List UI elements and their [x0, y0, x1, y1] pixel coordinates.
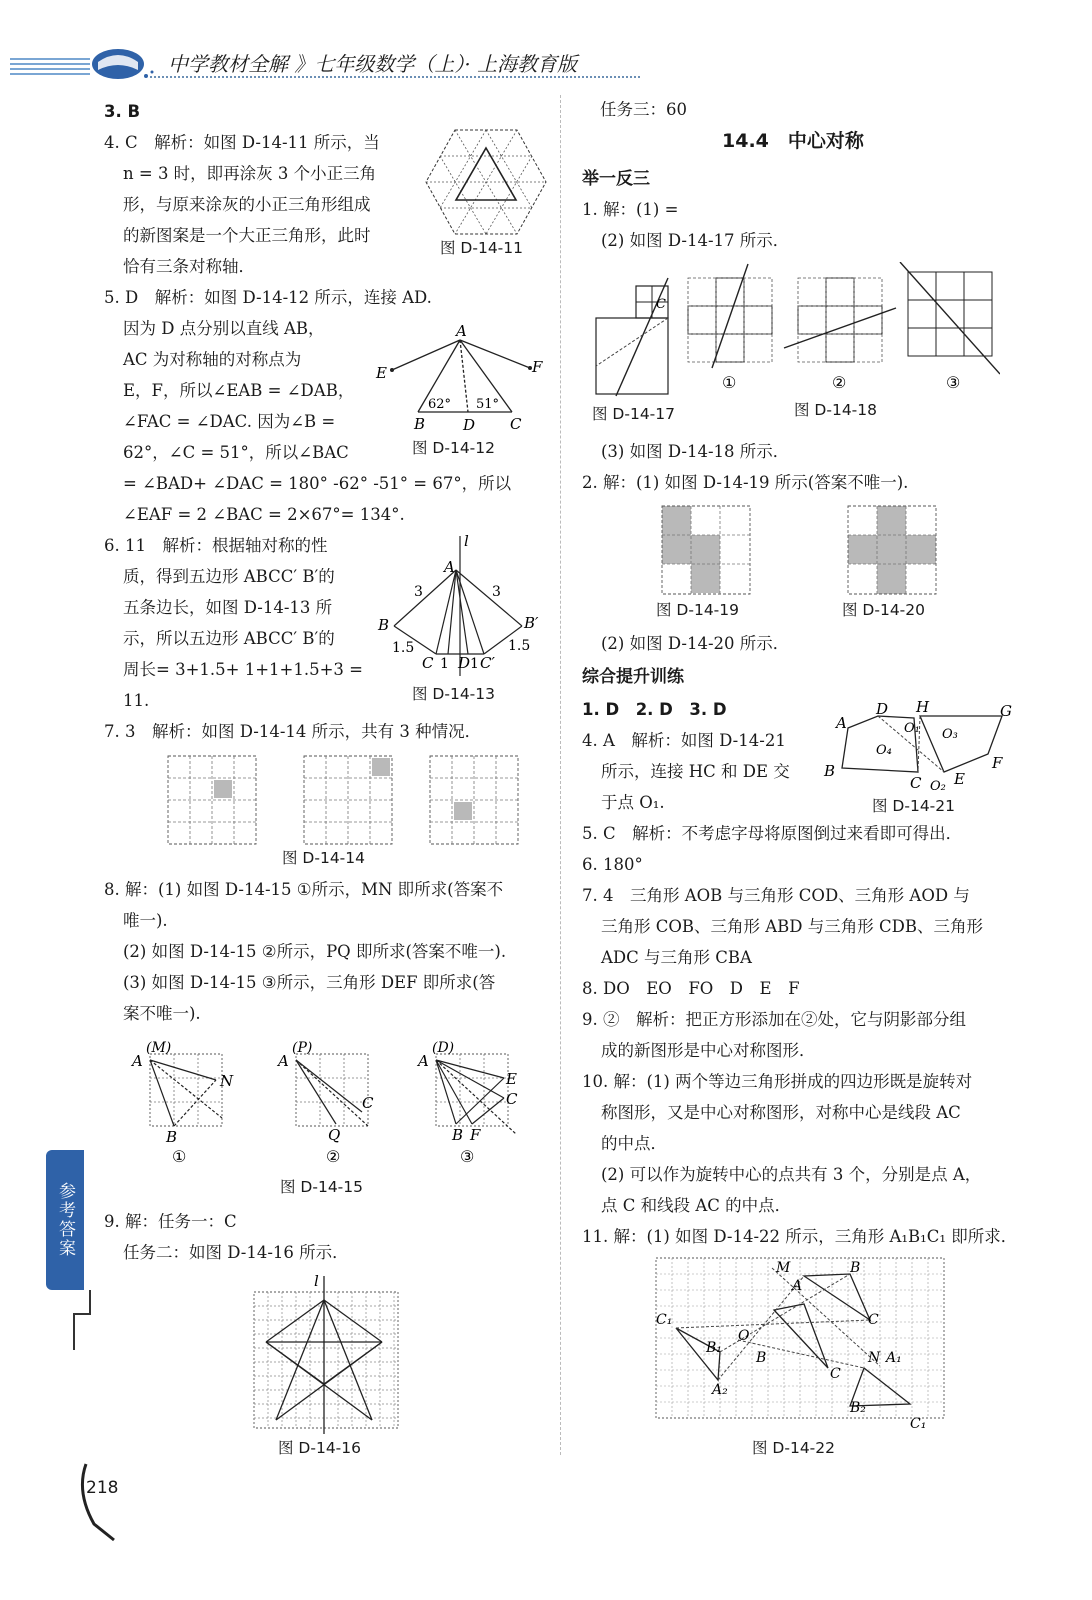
zh-q4-line3: 于点 O₁. — [601, 793, 665, 812]
fig21-label-o2: O₂ — [930, 779, 946, 794]
q5-line5: ∠FAC = ∠DAC. 因为∠B = — [123, 412, 336, 431]
q8-line4: (3) 如图 D-14-15 ③所示，三角形 DEF 即所求(答 — [123, 973, 496, 992]
zh-q10-line2: 称图形，又是中心对称图形，对称中心是线段 AC — [601, 1103, 961, 1122]
fig12-label-a: A — [456, 322, 467, 340]
figure-d-14-21 — [822, 696, 1018, 794]
q8-line5: 案不唯一). — [123, 1004, 201, 1023]
q7-line1: 7. 3 解析：如图 D-14-14 所示，共有 3 种情况． — [104, 722, 482, 741]
fig22-label-b2: B₂ — [850, 1400, 866, 1416]
figure-d-14-18 — [684, 262, 1000, 394]
q6-line1: 6. 11 解析：根据轴对称的性 — [104, 536, 328, 555]
figure-d-14-11 — [424, 128, 548, 236]
fig15-3-label-a: A — [418, 1052, 429, 1070]
fig13-label-b: B — [378, 616, 390, 634]
figure-d-14-13 — [372, 530, 552, 678]
caption-d-14-19: 图 D-14-19 — [656, 601, 739, 619]
caption-d-14-15: 图 D-14-15 — [280, 1178, 363, 1196]
fig21-label-e: E — [954, 770, 965, 788]
zh-q9-line2: 成的新图形是中心对称图形． — [601, 1041, 816, 1060]
fig15-2-label-a: A — [278, 1052, 289, 1070]
r1-line1: 1. 解：(1) = — [582, 200, 679, 219]
fig21-label-f: F — [992, 754, 1003, 772]
caption-d-14-12: 图 D-14-12 — [412, 439, 495, 457]
zh-q11-line1: 11. 解：(1) 如图 D-14-22 所示，三角形 A₁B₁C₁ 即所求． — [582, 1227, 1018, 1246]
fig12-label-e: E — [376, 364, 387, 382]
figure-d-14-15 — [130, 1036, 530, 1170]
figure-d-14-16 — [252, 1272, 402, 1436]
zh-q7-line2: 三角形 COB、三角形 ABD 与三角形 CDB、三角形 — [601, 917, 984, 936]
q4-line4: 的新图案是一个大正三角形，此时 — [123, 226, 371, 245]
q8-line1: 8. 解：(1) 如图 D-14-15 ①所示，MN 即所求(答案不 — [104, 880, 504, 899]
q4-line5: 恰有三条对称轴． — [123, 257, 255, 276]
fig13-len-3a: 3 — [414, 584, 423, 600]
fig22-label-c-right: C — [868, 1312, 879, 1328]
fig15-3-label-b: B — [452, 1126, 464, 1144]
zh-q10-line1: 10. 解：(1) 两个等边三角形拼成的四边形既是旋转对 — [582, 1072, 973, 1091]
q5-line6: 62°，∠C = 51°，所以∠BAC — [123, 443, 349, 462]
q5-line2: 因为 D 点分别以直线 AB， — [123, 319, 325, 338]
side-tab-answers: 参考答案 — [46, 1150, 84, 1290]
r2-line2: (2) 如图 D-14-20 所示． — [601, 634, 790, 653]
side-tab-bracket — [70, 1290, 92, 1370]
fig22-label-b-mid: B — [756, 1350, 767, 1366]
left-block-3 — [104, 1206, 349, 1268]
fig21-label-g: G — [1000, 702, 1012, 720]
fig21-label-o4: O₄ — [876, 743, 892, 758]
fig15-1-label-a: A — [132, 1052, 143, 1070]
caption-d-14-11: 图 D-14-11 — [440, 239, 523, 257]
zh-q10-line5: 点 C 和线段 AC 的中点． — [601, 1196, 792, 1215]
caption-d-14-13: 图 D-14-13 — [412, 685, 495, 703]
zh-q8: 8. DO EO FO D E F — [582, 979, 800, 998]
fig21-label-b: B — [824, 762, 836, 780]
header-title: 中学教材全解 》七年级数学（上）· 上海教育版 — [168, 52, 578, 76]
fig22-label-n: N — [868, 1350, 881, 1366]
fig15-2-circle: ② — [326, 1147, 341, 1166]
r1-line2: (2) 如图 D-14-17 所示． — [601, 231, 790, 250]
q3-answer: 3. B — [104, 102, 141, 121]
fig12-angle-b: 62° — [428, 397, 452, 412]
fig18-label-1: ① — [722, 373, 737, 392]
subhead-zong-he: 综合提升训练 — [582, 667, 684, 687]
fig13-label-bprime: B′ — [524, 614, 539, 632]
fig21-label-o3: O₃ — [942, 727, 958, 742]
fig22-label-o: O — [738, 1328, 750, 1344]
fig15-3-label-e: E — [506, 1070, 517, 1088]
fig22-label-b-top: B — [850, 1260, 861, 1276]
q6-line5: 周长= 3+1.5+ 1+1+1.5+3 = — [123, 660, 363, 679]
q8-line3: (2) 如图 D-14-15 ②所示，PQ 即所求(答案不唯一). — [123, 942, 507, 961]
right-block-b — [582, 436, 908, 498]
fig13-label-l: l — [464, 532, 469, 550]
fig15-3-label-c: C — [506, 1090, 518, 1108]
fig15-1-label-m: (M) — [146, 1040, 172, 1056]
fig22-label-b1: B₁ — [706, 1340, 722, 1356]
figure-d-14-19-20 — [660, 504, 946, 596]
left-block-2 — [104, 874, 506, 1029]
q6-line3: 五条边长，如图 D-14-13 所 — [123, 598, 333, 617]
q5-line8: ∠EAF = 2 ∠BAC = 2×67°= 134°. — [123, 505, 405, 524]
fig12-label-b: B — [414, 415, 426, 433]
fig21-label-o1: O₁ — [904, 721, 920, 736]
figure-d-14-12 — [372, 322, 552, 434]
task3-line: 任务三：60 — [600, 100, 687, 119]
figure-d-14-14 — [166, 754, 542, 846]
figure-d-14-22 — [654, 1256, 946, 1434]
zh-q4-line1: 4. A 解析：如图 D-14-21 — [582, 731, 786, 750]
book-logo-icon — [88, 42, 158, 82]
fig13-label-a: A — [444, 558, 455, 576]
task3 — [600, 94, 687, 125]
fig22-label-a1: A₁ — [886, 1350, 902, 1366]
caption-d-14-17: 图 D-14-17 — [592, 405, 675, 423]
caption-d-14-21: 图 D-14-21 — [872, 797, 955, 815]
fig13-len-3b: 3 — [492, 584, 501, 600]
fig12-label-d: D — [463, 416, 476, 434]
zh-q7-line3: ADC 与三角形 CBA — [601, 948, 752, 967]
q6-line2: 质，得到五边形 ABCC′ B′的 — [123, 567, 335, 586]
q9-line1: 9. 解：任务一：C — [104, 1212, 237, 1231]
zh-q4-line2: 所示，连接 HC 和 DE 交 — [601, 762, 790, 781]
fig15-3-label-f: F — [470, 1126, 481, 1144]
caption-d-14-20: 图 D-14-20 — [842, 601, 925, 619]
q4-line2: n = 3 时，即再涂灰 3 个小正三角 — [123, 164, 377, 183]
fig22-label-c1-right: C₁ — [910, 1416, 927, 1432]
fig13-len-1p5a: 1.5 — [392, 640, 415, 656]
caption-d-14-14: 图 D-14-14 — [282, 849, 365, 867]
q5-line7: = ∠BAD+ ∠DAC = 180° -62° -51° = 67°，所以 — [123, 474, 512, 493]
fig15-1-circle: ① — [172, 1147, 187, 1166]
header-rule — [150, 76, 640, 78]
fig13-label-d: D — [458, 654, 471, 672]
q4-line3: 形，与原来涂灰的小正三角形组成 — [123, 195, 371, 214]
caption-d-14-18: 图 D-14-18 — [794, 401, 877, 419]
zh-q5: 5. C 解析：不考虑字母将原图倒过来看即可得出． — [582, 824, 963, 843]
fig13-label-c: C — [422, 654, 434, 672]
fig15-2-label-p: (P) — [292, 1040, 313, 1056]
zh-q9-line1: 9. ② 解析：把正方形添加在②处，它与阴影部分组 — [582, 1010, 966, 1029]
fig12-angle-c: 51° — [476, 397, 500, 412]
page-number-arc — [74, 1462, 134, 1542]
fig22-label-c1-left: C₁ — [656, 1312, 673, 1328]
section-title: 14.4 中心对称 — [722, 130, 864, 152]
q9-line2: 任务二：如图 D-14-16 所示． — [123, 1243, 349, 1262]
header-stripes — [10, 56, 90, 78]
q4-line1: 4. C 解析：如图 D-14-11 所示，当 — [104, 133, 380, 152]
column-divider — [560, 95, 561, 1455]
fig18-label-2: ② — [832, 373, 847, 392]
fig13-label-cprime: C′ — [480, 654, 495, 672]
caption-d-14-16: 图 D-14-16 — [278, 1439, 361, 1457]
q6-line4: 示，所以五边形 ABCC′ B′的 — [123, 629, 335, 648]
right-block-a — [582, 194, 789, 256]
fig18-label-3: ③ — [946, 373, 961, 392]
fig15-2-label-q: Q — [328, 1126, 341, 1144]
fig15-3-label-d: (D) — [432, 1040, 455, 1056]
zh-q10-line3: 的中点． — [601, 1134, 667, 1153]
fig15-3-circle: ③ — [460, 1147, 475, 1166]
fig15-2-label-c: C — [362, 1094, 374, 1112]
caption-d-14-22: 图 D-14-22 — [752, 1439, 835, 1457]
r1-line3: (3) 如图 D-14-18 所示． — [601, 442, 790, 461]
fig22-label-a: A — [792, 1278, 803, 1294]
q6-line6: 11. — [123, 691, 150, 710]
fig22-label-a2: A₂ — [712, 1382, 728, 1398]
q5-line1: 5. D 解析：如图 D-14-12 所示，连接 AD. — [104, 288, 432, 307]
zh-q10-line4: (2) 可以作为旋转中心的点共有 3 个，分别是点 A， — [601, 1165, 982, 1184]
figure-d-14-17 — [592, 274, 676, 398]
fig21-label-d: D — [876, 700, 889, 718]
fig21-label-c: C — [910, 774, 922, 792]
right-block-c — [582, 628, 789, 659]
fig15-1-label-b: B — [166, 1128, 178, 1146]
zh-q6: 6. 180° — [582, 855, 643, 874]
fig13-len-1a: 1 — [440, 656, 449, 672]
r2-line1: 2. 解：(1) 如图 D-14-19 所示(答案不唯一). — [582, 473, 909, 492]
q5-line4: E，F，所以∠EAB = ∠DAB， — [123, 381, 355, 400]
fig21-label-a: A — [836, 714, 847, 732]
q8-line2: 唯一). — [123, 911, 168, 930]
fig21-label-h: H — [916, 698, 930, 716]
fig12-label-f: F — [532, 358, 543, 376]
fig22-label-c-mid: C — [830, 1366, 841, 1382]
fig15-1-label-n: N — [220, 1072, 234, 1090]
fig22-label-m: M — [776, 1260, 791, 1276]
zh-q1-3: 1. D 2. D 3. D — [582, 700, 727, 719]
fig16-label-l: l — [314, 1272, 319, 1290]
fig17-label-c: C — [656, 297, 666, 312]
fig13-len-1p5b: 1.5 — [508, 638, 531, 654]
q5-line3: AC 为对称轴的对称点为 — [123, 350, 302, 369]
subhead-ju-yi-fan-san: 举一反三 — [582, 169, 650, 189]
page-number: 218 — [86, 1478, 119, 1498]
fig12-label-c: C — [510, 415, 522, 433]
fig13-len-1b: 1 — [470, 656, 479, 672]
zh-q7-line1: 7. 4 三角形 AOB 与三角形 COD、三角形 AOD 与 — [582, 886, 970, 905]
